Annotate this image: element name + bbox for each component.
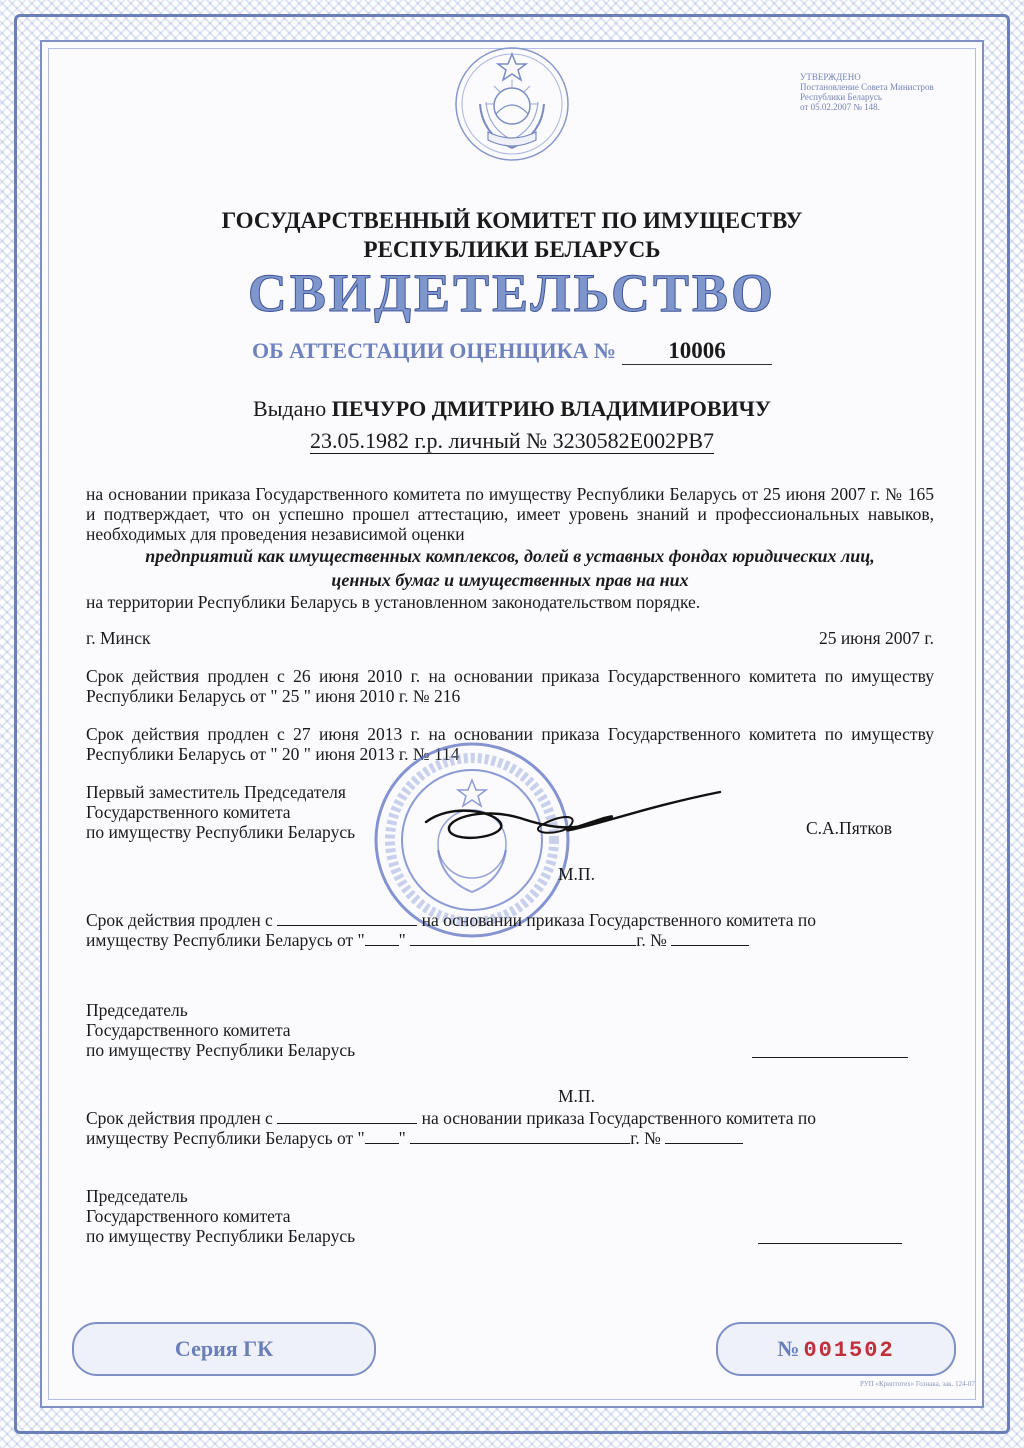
subtitle-text: ОБ АТТЕСТАЦИИ ОЦЕНЩИКА № (251, 338, 617, 363)
quote-open: " (357, 930, 365, 950)
year-number-label: г. № (630, 1128, 661, 1148)
issue-date: 25 июня 2007 г. (818, 628, 934, 648)
seal-place-mark-2: М.П. (558, 1086, 595, 1106)
document-title: СВИДЕТЕЛЬСТВО (247, 263, 777, 323)
issue-city: г. Минск (86, 628, 151, 648)
signatory-title (86, 782, 486, 842)
committee-line-2: РЕСПУБЛИКИ БЕЛАРУСЬ (363, 237, 661, 262)
blank-date-field (277, 911, 417, 926)
blank-ext-line-2 (86, 1128, 934, 1148)
blank-ext-line-1 (86, 1108, 934, 1128)
blank-extension-1 (86, 910, 934, 950)
chairman-line-1: Председатель (86, 1000, 188, 1020)
issued-label: Выдано (253, 396, 327, 421)
blank-order-number-field (671, 931, 749, 946)
signatory-line-3: по имуществу Республики Беларусь (86, 822, 356, 842)
approval-line: УТВЕРЖДЕНО (800, 72, 861, 82)
holder-details-row (100, 428, 924, 454)
blank-order-number-field (665, 1129, 743, 1144)
signatory-line-1: Первый заместитель Председателя (86, 782, 346, 802)
blank-ext-basis: на основании приказа Государственного комитета по (421, 910, 817, 930)
approval-line: Республики Беларусь (800, 92, 883, 102)
blank-ext-label: Срок действия продлен с (86, 910, 273, 930)
year-number-label: г. № (636, 930, 667, 950)
chairman-line-1: Председатель (86, 1186, 188, 1206)
certificate-body (86, 484, 934, 612)
blank-day-field (365, 1129, 399, 1144)
chairman-title-1 (86, 1000, 486, 1060)
holder-details: 23.05.1982 г.р. личный № 3230582Е002РВ7 (309, 428, 715, 453)
seal-place-mark: М.П. (558, 864, 595, 884)
blank-ext-basis: на основании приказа Государственного комитета по (421, 1108, 817, 1128)
place-date-row (86, 628, 934, 648)
approval-note (800, 72, 970, 112)
blank-ext-label: Срок действия продлен с (86, 1108, 273, 1128)
blank-month-year-field (410, 1129, 630, 1144)
extension-1: Срок действия продлен с 26 июня 2010 г. на основании приказа Государственного комитета по имуществу Республики Беларусь от " 25 " июня 2010 г. № 216 (86, 666, 934, 706)
belarus-coat-of-arms-icon (452, 44, 572, 164)
document-subtitle (100, 338, 924, 365)
extension-2: Срок действия продлен с 27 июня 2013 г. на основании приказа Государственного комитета по имуществу Республики Беларусь от " 20 " июня 2013 г. № 114 (86, 724, 934, 764)
chairman-line-2: Государственного комитета (86, 1020, 291, 1040)
approval-line: Постановление Совета Министров (800, 82, 934, 92)
series-badge: Серия ГК (72, 1322, 376, 1376)
approval-line: от 05.02.2007 № 148. (800, 102, 880, 112)
blank-ext-from: имуществу Республики Беларусь от (86, 1128, 354, 1148)
blank-date-field (277, 1109, 417, 1124)
body-text: на основании приказа Государственного комитета по имуществу Республики Беларусь от 25 июня 2007 г. № 165 и подтверждает, что он успешно прошел аттестацию, имеет уровень знаний и профессиональных навыков, необходимых для проведения независимой оценки (86, 484, 934, 544)
blank-number-badge (716, 1322, 956, 1376)
quote-close: " (398, 930, 406, 950)
chairman-signature-line-2 (758, 1242, 902, 1244)
body-closing: на территории Республики Беларусь в установленном законодательством порядке. (86, 592, 701, 612)
blank-ext-from: имуществу Республики Беларусь от (86, 930, 354, 950)
scope-line-1: предприятий как имущественных комплексов, долей в уставных фондах юридических лиц, (145, 546, 875, 566)
chairman-title-2 (86, 1186, 486, 1246)
chairman-line-3: по имуществу Республики Беларусь (86, 1040, 356, 1060)
chairman-line-2: Государственного комитета (86, 1206, 291, 1226)
certificate-number: 10006 (622, 338, 772, 365)
quote-open: " (357, 1128, 365, 1148)
chairman-line-3: по имуществу Республики Беларусь (86, 1226, 356, 1246)
number-sign: № (777, 1336, 800, 1361)
blank-serial-number: 001502 (803, 1338, 895, 1363)
committee-line-1: ГОСУДАРСТВЕННЫЙ КОМИТЕТ ПО ИМУЩЕСТВУ (221, 208, 803, 233)
blank-month-year-field (410, 931, 636, 946)
holder-name: ПЕЧУРО ДМИТРИЮ ВЛАДИМИРОВИЧУ (331, 396, 771, 421)
chairman-signature-line-1 (752, 1056, 908, 1058)
signatory-name: С.А.Пятков (806, 818, 893, 838)
printer-imprint: РУП «Криптотех» Гознака, зак. 124-07 (860, 1380, 975, 1388)
blank-extension-2 (86, 1108, 934, 1148)
signatory-line-2: Государственного комитета (86, 802, 291, 822)
quote-close: " (398, 1128, 406, 1148)
committee-name (100, 206, 924, 264)
blank-ext-line-1 (86, 910, 934, 930)
scope-line-2: ценных бумаг и имущественных прав на них (331, 570, 689, 590)
blank-ext-line-2 (86, 930, 934, 950)
blank-day-field (365, 931, 399, 946)
issued-to (100, 396, 924, 422)
